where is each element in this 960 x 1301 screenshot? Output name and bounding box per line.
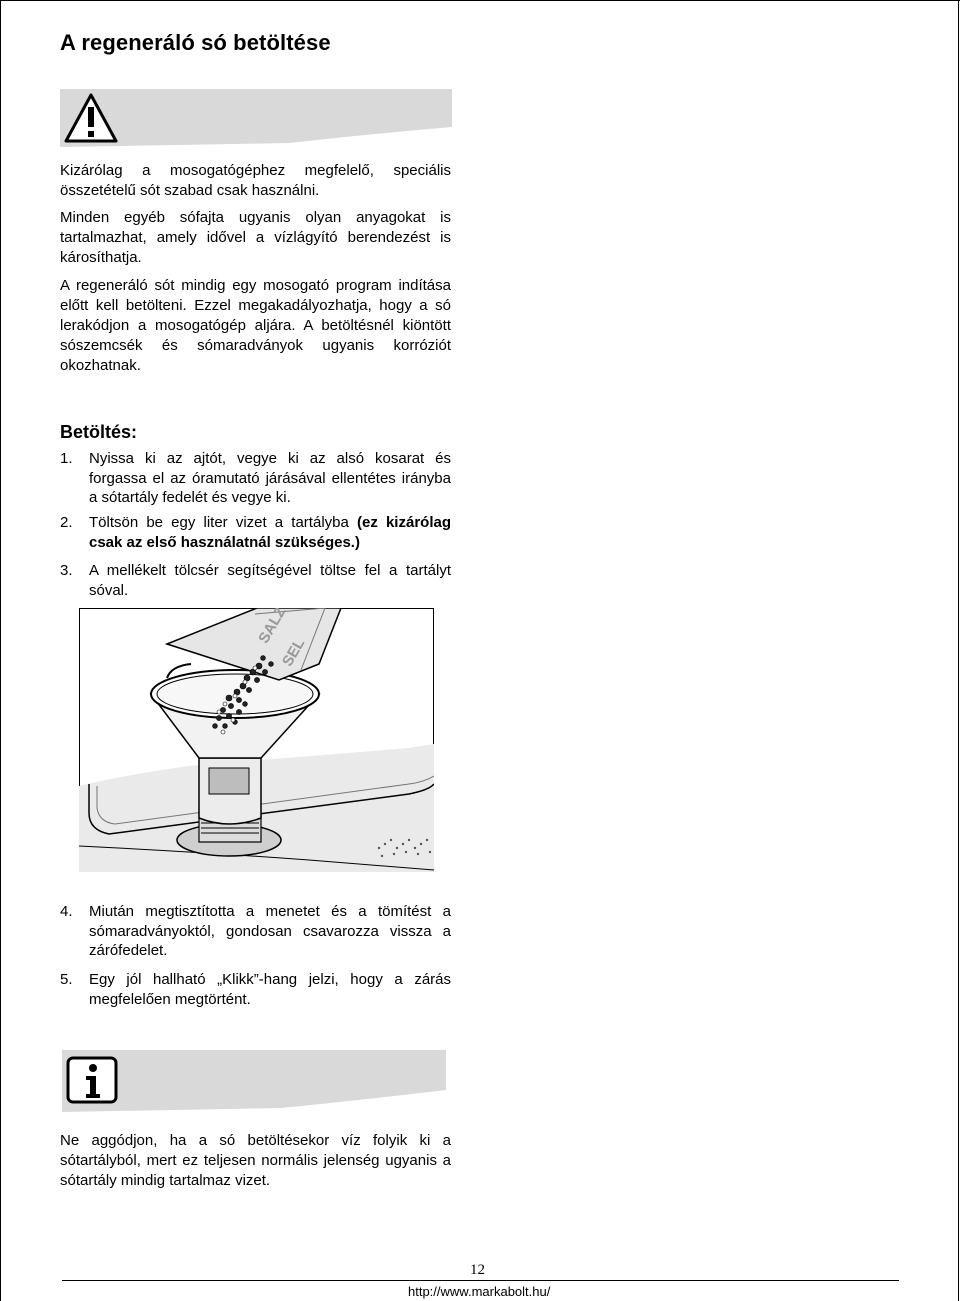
- footer-url: http://www.markabolt.hu/: [408, 1284, 551, 1299]
- step-number: 1.: [60, 450, 73, 467]
- warning-banner: [60, 89, 452, 147]
- step-number: 5.: [60, 971, 73, 988]
- step-item: [60, 513, 451, 552]
- salt-funnel-illustration: [79, 608, 434, 872]
- step-item: [60, 970, 451, 1009]
- step-text: Miután megtisztította a menetet és a tömítést a sómaradványoktól, gondosan csavarozza vissza a zárófedelet.: [89, 903, 451, 959]
- step-item: [60, 449, 451, 508]
- page-border: [0, 0, 1, 1301]
- step-number: 4.: [60, 903, 73, 920]
- step-item: [60, 902, 451, 961]
- paragraph-other-salts: Minden egyéb sófajta ugyanis olyan anyagokat is tartalmazhat, amely idővel a vízlágyító berendezést is károsíthatja.: [60, 209, 451, 266]
- page-title: A regeneráló só betöltése: [60, 30, 331, 55]
- step-text: Nyissa ki az ajtót, vegye ki az alsó kosarat és forgassa el az óramutató járásával ellentétes irányba a sótartály fedelét és vegye ki.: [89, 450, 451, 506]
- step-text-bold: (ez kizárólag csak az első használatnál szükséges.): [89, 514, 451, 551]
- step-item: [60, 561, 451, 600]
- step-number: 2.: [60, 514, 73, 531]
- step-number: 3.: [60, 562, 73, 579]
- step-text: A mellékelt tölcsér segítségével töltse fel a tartályt sóval.: [89, 562, 451, 599]
- footer-divider: [62, 1280, 899, 1281]
- note-text: Ne aggódjon, ha a só betöltésekor víz folyik ki a sótartályból, mert ez teljesen normális jelenség ugyanis a sótartály mindig tartalmaz vizet.: [60, 1132, 451, 1189]
- info-icon: [68, 1058, 116, 1102]
- bag-label: SEL: [278, 635, 309, 670]
- step-text: Egy jól hallható „Klikk”-hang jelzi, hogy a zárás megfelelően megtörtént.: [89, 971, 451, 1008]
- step-text: [89, 513, 451, 552]
- bag-label: SALZ: [255, 608, 290, 647]
- page-border: [0, 0, 960, 1]
- info-banner: [62, 1050, 446, 1112]
- paragraph-when-to-fill: A regeneráló sót mindig egy mosogató program indítása előtt kell betölteni. Ezzel megakadályozhatja, hogy a só lerakódjon a mosogatógép aljára. A betöltésnél kiöntött sószemcsék és sómaradványok ugyanis korróziót okozhatnak.: [60, 277, 451, 374]
- page-border: [958, 0, 959, 1301]
- loading-heading: Betöltés:: [60, 422, 138, 442]
- page-number: 12: [470, 1262, 485, 1278]
- step-text-plain: Töltsön be egy liter vizet a tartályba: [89, 514, 357, 531]
- paragraph-salt-type: Kizárólag a mosogatógéphez megfelelő, speciális összetételű sót szabad csak használni.: [60, 162, 451, 199]
